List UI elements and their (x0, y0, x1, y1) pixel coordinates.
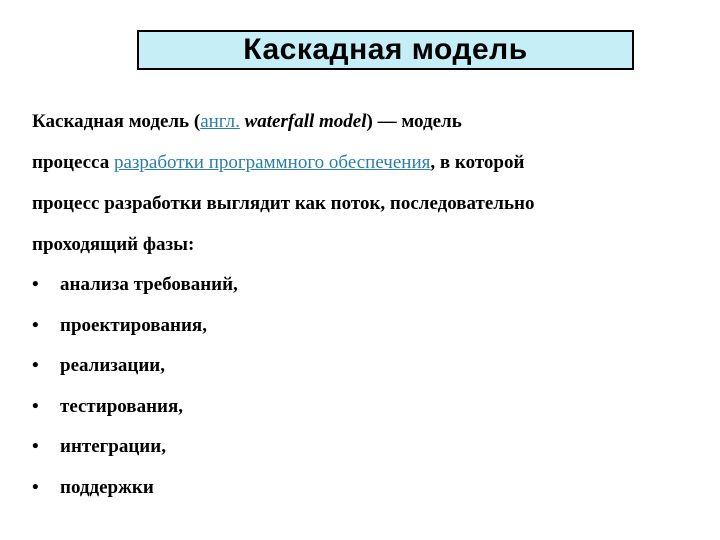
definition-text-2a: процесса (32, 152, 114, 173)
list-item (32, 306, 697, 347)
phases-list (32, 265, 697, 508)
phase-label: поддержки (60, 476, 154, 498)
slide-body (32, 101, 697, 508)
list-item (32, 427, 697, 468)
bullet-icon: • (32, 274, 39, 295)
phase-label: проектирования, (60, 314, 207, 336)
definition-line-4: проходящий фазы: (32, 234, 195, 255)
list-item (32, 265, 697, 306)
list-item (32, 346, 697, 387)
bullet-icon: • (32, 355, 39, 376)
list-item (32, 387, 697, 428)
title-box (137, 30, 634, 70)
phase-label: анализа требований, (60, 274, 238, 295)
definition-paragraph (32, 101, 697, 265)
definition-line-3: процесс разработки выглядит как поток, последовательно (32, 193, 535, 214)
phase-label: тестирования, (60, 395, 183, 417)
bullet-icon: • (32, 476, 39, 498)
definition-line-1 (32, 101, 697, 142)
abbr-link-engl[interactable]: англ. (200, 111, 240, 132)
bullet-icon: • (32, 436, 39, 457)
english-term: waterfall model (244, 111, 367, 132)
definition-line-2 (32, 142, 697, 183)
phase-label: интеграции, (60, 436, 166, 457)
slide-title: Каскадная модель (243, 33, 528, 66)
definition-text-1a: Каскадная модель ( (32, 111, 201, 132)
bullet-icon: • (32, 395, 39, 417)
definition-text-2b: , в которой (430, 152, 525, 173)
list-item (32, 468, 697, 509)
definition-text-1c: ) — модель (366, 111, 462, 132)
bullet-icon: • (32, 314, 39, 336)
phase-label: реализации, (60, 355, 166, 376)
software-development-link[interactable]: разработки программного обеспечения (113, 152, 431, 173)
